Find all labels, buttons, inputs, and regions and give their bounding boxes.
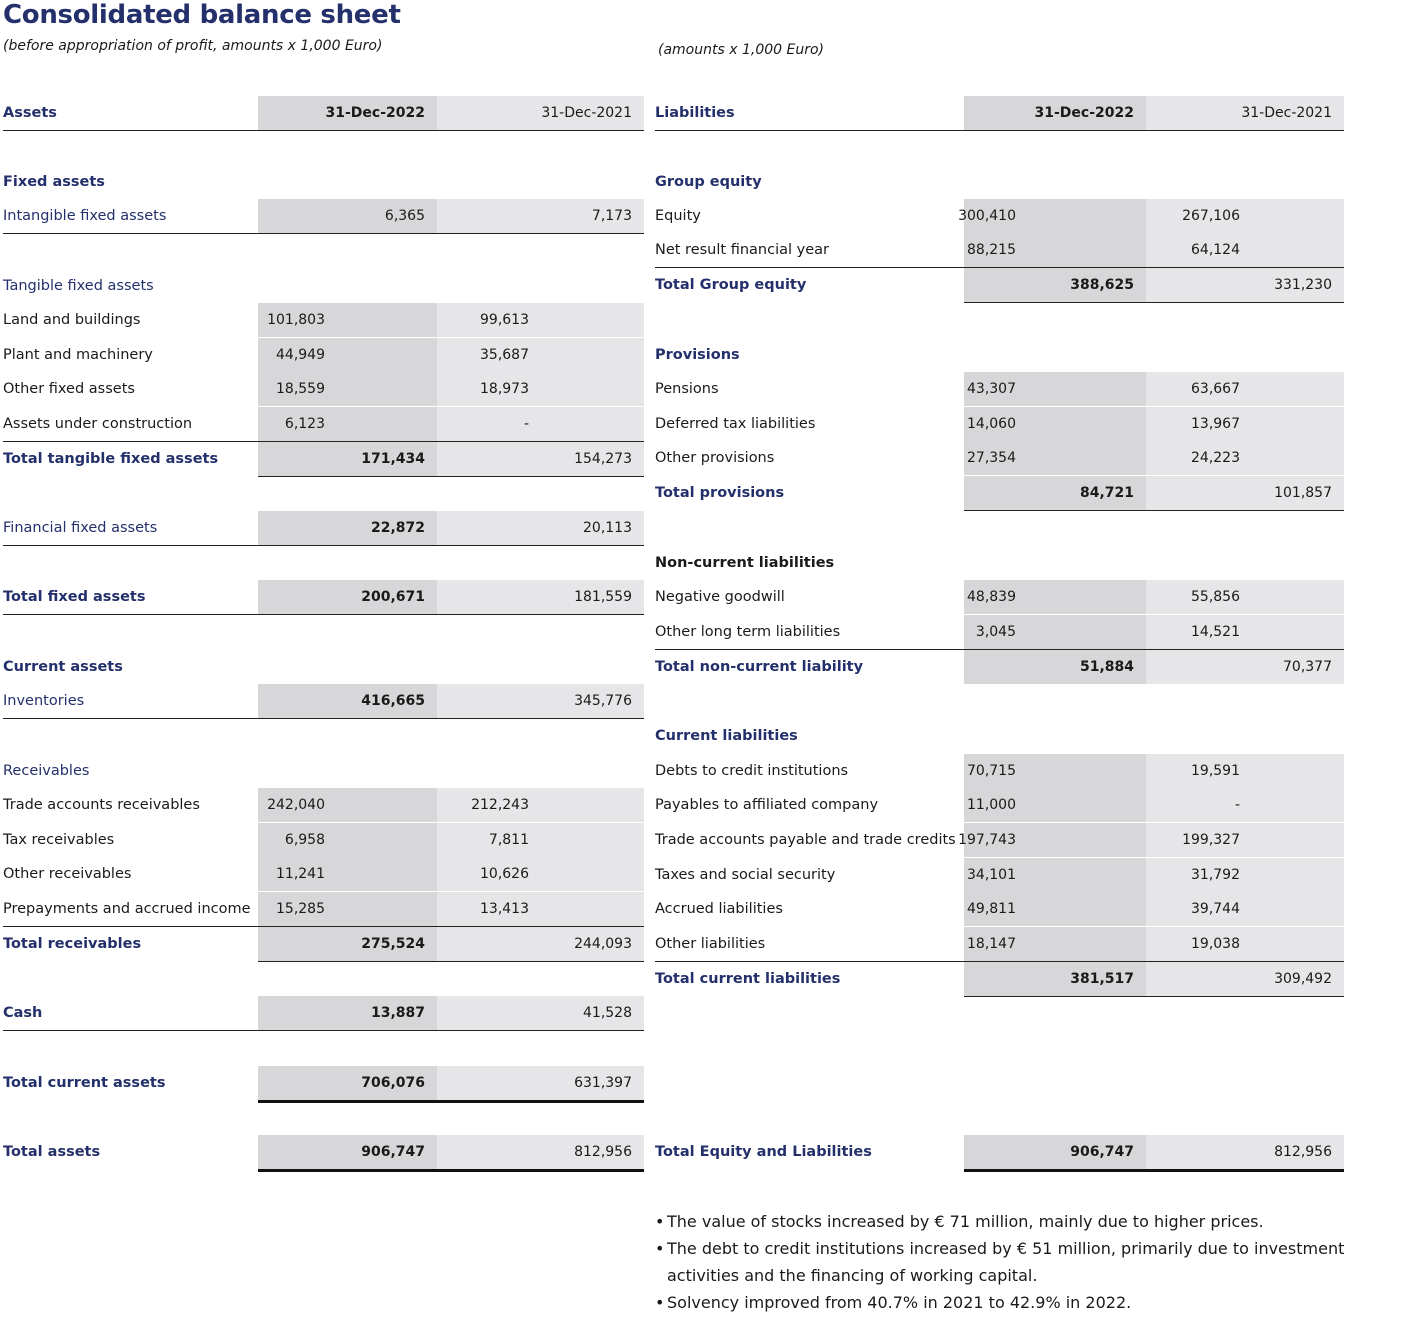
other-receivables-row-value-2021: 10,626 <box>480 866 529 882</box>
total-provisions-row-value-2022: 84,721 <box>1079 485 1134 501</box>
pensions-row-value-2022: 43,307 <box>967 381 1016 397</box>
intangible-row-value-2022: 6,365 <box>384 208 425 224</box>
notes-list <box>655 1208 1400 1316</box>
plant-row-label: Plant and machinery <box>3 347 153 363</box>
financial-row-value-2022: 22,872 <box>370 520 425 536</box>
divider-line <box>655 267 1344 268</box>
debts-credit-row-value-2022: 70,715 <box>967 763 1016 779</box>
pensions-row-label: Pensions <box>655 381 719 397</box>
liabilities-header <box>655 96 1344 130</box>
total-current-liabilities-row-value-2021: 309,492 <box>1274 971 1332 987</box>
receivables-title <box>3 754 644 788</box>
total-current-liabilities-row-label: Total current liabilities <box>655 971 841 987</box>
total-assets-row <box>3 1135 644 1169</box>
other-fixed-row <box>3 372 644 406</box>
land-row-label: Land and buildings <box>3 312 141 328</box>
accrued-liabilities-row-value-2022: 49,811 <box>967 901 1016 917</box>
total-fixed-row-value-2021: 181,559 <box>574 589 632 605</box>
other-provisions-row-value-2022: 27,354 <box>967 450 1016 466</box>
total-noncurrent-row-value-2022: 51,884 <box>1079 659 1134 675</box>
taxes-social-row-value-2021: 31,792 <box>1191 867 1240 883</box>
assets-header-label: Assets <box>3 96 644 131</box>
total-tangible-row-value-2022: 171,434 <box>361 451 425 467</box>
accrued-liabilities-row-label: Accrued liabilities <box>655 901 783 917</box>
equity-row-label: Equity <box>655 208 701 224</box>
deferred-tax-row-label: Deferred tax liabilities <box>655 416 816 432</box>
total-fixed-row <box>3 580 644 614</box>
total-equity-liabilities-row <box>655 1135 1344 1169</box>
plant-row-value-2022: 44,949 <box>276 347 325 363</box>
note-item: • Solvency improved from 40.7% in 2021 to 42.9% in 2022. <box>655 1289 1400 1316</box>
total-current-liabilities-row-value-2022: 381,517 <box>1070 971 1134 987</box>
current-assets-title-label: Current assets <box>3 659 123 675</box>
provisions-title-label: Provisions <box>655 347 740 363</box>
total-assets-row-value-2022: 906,747 <box>361 1144 425 1160</box>
other-liabilities-row-value-2021: 19,038 <box>1191 936 1240 952</box>
trade-receivables-row-value-2022: 242,040 <box>267 797 325 813</box>
long-term-row <box>655 615 1344 649</box>
other-provisions-row-value-2021: 24,223 <box>1191 450 1240 466</box>
debts-credit-row <box>655 754 1344 788</box>
construction-row <box>3 407 644 441</box>
trade-payables-row-value-2022: 197,743 <box>958 832 1016 848</box>
payables-affiliated-row-value-2021: - <box>1234 797 1240 813</box>
liabilities-header-value-2022: 31-Dec-2022 <box>1034 105 1134 121</box>
taxes-social-row <box>655 858 1344 892</box>
tax-receivables-row-label: Tax receivables <box>3 832 115 848</box>
other-provisions-row-label: Other provisions <box>655 450 775 466</box>
fixed-assets-title-label: Fixed assets <box>3 174 105 190</box>
total-receivables-row-label: Total receivables <box>3 936 142 952</box>
total-tangible-row-label: Total tangible fixed assets <box>3 451 219 467</box>
net-result-row-value-2021: 64,124 <box>1191 242 1240 258</box>
land-row-value-2021: 99,613 <box>480 312 529 328</box>
liabilities-header-label: Liabilities <box>655 96 1344 131</box>
land-row <box>3 303 644 337</box>
negative-goodwill-row-value-2022: 48,839 <box>967 589 1016 605</box>
deferred-tax-row <box>655 407 1344 441</box>
long-term-row-label: Other long term liabilities <box>655 624 841 640</box>
trade-payables-row <box>655 823 1344 857</box>
inventories-row-value-2022: 416,665 <box>361 693 425 709</box>
current-liabilities-title-label: Current liabilities <box>655 728 798 744</box>
divider-line <box>3 441 644 442</box>
other-receivables-row-value-2022: 11,241 <box>276 866 325 882</box>
cash-row <box>3 996 644 1030</box>
prepayments-row-value-2022: 15,285 <box>276 901 325 917</box>
tax-receivables-row-value-2022: 6,958 <box>284 832 325 848</box>
total-current-assets-row <box>3 1066 644 1100</box>
total-receivables-row-value-2022: 275,524 <box>361 936 425 952</box>
financial-row-label: Financial fixed assets <box>3 511 644 546</box>
deferred-tax-row-value-2022: 14,060 <box>967 416 1016 432</box>
provisions-title <box>655 338 1344 372</box>
other-fixed-row-value-2022: 18,559 <box>276 381 325 397</box>
prepayments-row-label: Prepayments and accrued income <box>3 901 251 917</box>
trade-receivables-row <box>3 788 644 822</box>
total-fixed-row-label: Total fixed assets <box>3 580 644 615</box>
total-group-equity-row-value-2022: 388,625 <box>1070 277 1134 293</box>
total-assets-row-value-2021: 812,956 <box>574 1144 632 1160</box>
deferred-tax-row-value-2021: 13,967 <box>1191 416 1240 432</box>
total-equity-liabilities-row-label: Total Equity and Liabilities <box>655 1144 872 1160</box>
total-provisions-row <box>655 476 1344 510</box>
noncurrent-title <box>655 546 1344 580</box>
total-receivables-row-value-2021: 244,093 <box>574 936 632 952</box>
pensions-row-value-2021: 63,667 <box>1191 381 1240 397</box>
other-liabilities-row-value-2022: 18,147 <box>967 936 1016 952</box>
fixed-assets-title <box>3 165 644 199</box>
inventories-row-label: Inventories <box>3 684 644 719</box>
other-receivables-row <box>3 857 644 891</box>
liabilities-header-value-2021: 31-Dec-2021 <box>1241 105 1332 121</box>
note-item: • The value of stocks increased by € 71 million, mainly due to higher prices. <box>655 1208 1400 1235</box>
trade-payables-row-label: Trade accounts payable and trade credits <box>655 832 956 848</box>
construction-row-value-2021: - <box>523 416 529 432</box>
noncurrent-title-label: Non-current liabilities <box>655 555 835 571</box>
plant-row <box>3 338 644 372</box>
total-noncurrent-row-label: Total non-current liability <box>655 659 864 675</box>
other-fixed-row-value-2021: 18,973 <box>480 381 529 397</box>
total-assets-row-label: Total assets <box>3 1144 101 1160</box>
payables-affiliated-row-value-2022: 11,000 <box>967 797 1016 813</box>
debts-credit-row-value-2021: 19,591 <box>1191 763 1240 779</box>
taxes-social-row-value-2022: 34,101 <box>967 867 1016 883</box>
divider-line <box>655 961 1344 962</box>
long-term-row-value-2021: 14,521 <box>1191 624 1240 640</box>
total-provisions-row-value-2021: 101,857 <box>1274 485 1332 501</box>
prepayments-row <box>3 892 644 926</box>
assets-header <box>3 96 644 130</box>
negative-goodwill-row-label: Negative goodwill <box>655 589 785 605</box>
payables-affiliated-row-label: Payables to affiliated company <box>655 797 879 813</box>
note-item: • The debt to credit institutions increased by € 51 million, primarily due to investment activities and the financing of working capital. <box>655 1235 1400 1289</box>
assets-header-value-2022: 31-Dec-2022 <box>325 105 425 121</box>
financial-row-value-2021: 20,113 <box>583 520 632 536</box>
divider-line <box>655 649 1344 650</box>
equity-row-value-2021: 267,106 <box>1182 208 1240 224</box>
trade-receivables-row-value-2021: 212,243 <box>471 797 529 813</box>
net-result-row <box>655 233 1344 267</box>
current-liabilities-title <box>655 719 1344 753</box>
total-current-liabilities-row <box>655 962 1344 996</box>
inventories-row-value-2021: 345,776 <box>574 693 632 709</box>
assets-subtitle: (before appropriation of profit, amounts x 1,000 Euro) <box>3 38 383 54</box>
cash-row-label: Cash <box>3 996 644 1031</box>
intangible-row-value-2021: 7,173 <box>591 208 632 224</box>
total-group-equity-row-label: Total Group equity <box>655 277 807 293</box>
plant-row-value-2021: 35,687 <box>480 347 529 363</box>
group-equity-title <box>655 165 1344 199</box>
tangible-title-label: Tangible fixed assets <box>3 278 154 294</box>
total-noncurrent-row <box>655 650 1344 684</box>
other-fixed-row-label: Other fixed assets <box>3 381 135 397</box>
total-tangible-row-value-2021: 154,273 <box>574 451 632 467</box>
accrued-liabilities-row-value-2021: 39,744 <box>1191 901 1240 917</box>
negative-goodwill-row <box>655 580 1344 614</box>
prepayments-row-value-2021: 13,413 <box>480 901 529 917</box>
total-current-assets-row-value-2022: 706,076 <box>361 1075 425 1091</box>
total-fixed-row-value-2022: 200,671 <box>361 589 425 605</box>
financial-row <box>3 511 644 545</box>
total-current-assets-row-value-2021: 631,397 <box>574 1075 632 1091</box>
tax-receivables-row <box>3 823 644 857</box>
payables-affiliated-row <box>655 788 1344 822</box>
inventories-row <box>3 684 644 718</box>
net-result-row-value-2022: 88,215 <box>967 242 1016 258</box>
construction-row-label: Assets under construction <box>3 416 193 432</box>
cash-row-value-2021: 41,528 <box>583 1005 632 1021</box>
divider-line <box>3 926 644 927</box>
other-liabilities-row-label: Other liabilities <box>655 936 766 952</box>
trade-receivables-row-label: Trade accounts receivables <box>3 797 200 813</box>
total-equity-liabilities-row-value-2021: 812,956 <box>1274 1144 1332 1160</box>
total-noncurrent-row-value-2021: 70,377 <box>1283 659 1332 675</box>
debts-credit-row-label: Debts to credit institutions <box>655 763 849 779</box>
group-equity-title-label: Group equity <box>655 174 762 190</box>
total-group-equity-row-value-2021: 331,230 <box>1274 277 1332 293</box>
intangible-row <box>3 199 644 233</box>
long-term-row-value-2022: 3,045 <box>975 624 1016 640</box>
equity-row <box>655 199 1344 233</box>
assets-header-value-2021: 31-Dec-2021 <box>541 105 632 121</box>
net-result-row-label: Net result financial year <box>655 242 829 258</box>
total-receivables-row <box>3 927 644 961</box>
equity-row-value-2022: 300,410 <box>958 208 1016 224</box>
intangible-row-label: Intangible fixed assets <box>3 199 644 234</box>
total-provisions-row-label: Total provisions <box>655 485 785 501</box>
total-tangible-row <box>3 442 644 476</box>
total-current-assets-row-label: Total current assets <box>3 1075 166 1091</box>
other-receivables-row-label: Other receivables <box>3 866 132 882</box>
other-provisions-row <box>655 441 1344 475</box>
land-row-value-2022: 101,803 <box>267 312 325 328</box>
accrued-liabilities-row <box>655 892 1344 926</box>
cash-row-value-2022: 13,887 <box>370 1005 425 1021</box>
construction-row-value-2022: 6,123 <box>284 416 325 432</box>
receivables-title-label: Receivables <box>3 763 90 779</box>
negative-goodwill-row-value-2021: 55,856 <box>1191 589 1240 605</box>
total-group-equity-row <box>655 268 1344 302</box>
taxes-social-row-label: Taxes and social security <box>655 867 836 883</box>
other-liabilities-row <box>655 927 1344 961</box>
trade-payables-row-value-2021: 199,327 <box>1182 832 1240 848</box>
current-assets-title <box>3 650 644 684</box>
tangible-title <box>3 269 644 303</box>
pensions-row <box>655 372 1344 406</box>
tax-receivables-row-value-2021: 7,811 <box>488 832 529 848</box>
liabilities-subtitle: (amounts x 1,000 Euro) <box>658 42 824 58</box>
total-equity-liabilities-row-value-2022: 906,747 <box>1070 1144 1134 1160</box>
page-title: Consolidated balance sheet <box>3 0 401 30</box>
